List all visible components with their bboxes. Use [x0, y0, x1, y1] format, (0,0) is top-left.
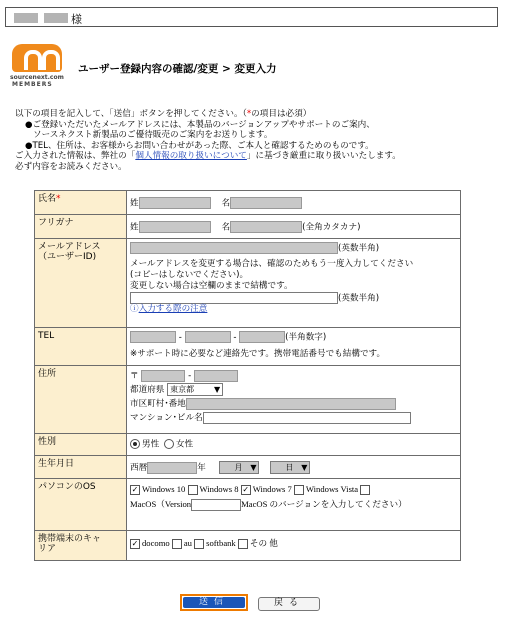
birth-day-select[interactable]: 日 ▼	[270, 461, 310, 474]
city-input[interactable]	[186, 398, 396, 410]
last-name-kana-input[interactable]	[139, 221, 211, 233]
name-redacted-1	[14, 13, 38, 23]
carrier-checkbox-softbank[interactable]	[194, 539, 204, 549]
mei-label: 名	[221, 222, 231, 233]
tel-input-3[interactable]	[239, 331, 285, 343]
name-redacted-2	[44, 13, 68, 23]
last-name-input[interactable]	[139, 197, 211, 209]
required-mark: *	[246, 109, 252, 119]
tel-input-2[interactable]	[185, 331, 231, 343]
email-note: メールアドレスを変更する場合は、確認のためもう一度入力してください	[130, 258, 414, 269]
email-hint: (英数半角)	[338, 293, 380, 303]
pref-label: 都道府県	[130, 385, 165, 395]
birth-month-select[interactable]: 月 ▼	[219, 461, 259, 474]
tel-dash: -	[178, 332, 182, 343]
first-name-input[interactable]	[230, 197, 302, 209]
intro-line: 必ず内容をお読みください。	[15, 161, 127, 172]
intro-line: ソースネクスト新製品のご優待販売のご案内をお送りします。	[33, 130, 273, 141]
carrier-label: au	[183, 538, 192, 548]
label-gender: 性別	[35, 434, 127, 456]
email-input[interactable]	[130, 242, 338, 254]
mac-version-input[interactable]	[191, 499, 241, 511]
row-address	[35, 366, 461, 434]
os-checkbox-mac[interactable]	[360, 485, 370, 495]
label-furigana: フリガナ	[35, 215, 127, 239]
sei-label: 姓	[130, 198, 139, 209]
chevron-down-icon: ▼	[301, 463, 308, 472]
os-label: Windows 8	[199, 484, 239, 494]
row-birthdate	[35, 456, 461, 479]
first-name-kana-input[interactable]	[230, 221, 302, 233]
tel-hint: (半角数字)	[285, 332, 327, 343]
os-label: Windows Vista	[305, 484, 359, 494]
era-label: 西暦	[130, 463, 148, 473]
mac-label: MacOS（Version	[130, 499, 192, 509]
label-name: 氏名*	[35, 191, 127, 215]
carrier-label: docomo	[142, 538, 170, 548]
members-logo	[6, 44, 70, 90]
female-label: 女性	[175, 439, 194, 450]
intro-line: ●TEL、住所は、お客様からお問い合わせがあった際、ご本人と確認するためのものです。	[25, 140, 374, 151]
label-carrier: 携帯端末のキャ リア	[35, 531, 127, 561]
intro-line: ●ご登録いただいたメールアドレスには、本製品のバージョンアップやサポートのご案内、	[25, 119, 375, 130]
carrier-checkbox-other[interactable]	[238, 539, 248, 549]
os-checkbox-win10[interactable]: ✓	[131, 485, 139, 495]
intro-line: ご入力された情報は、弊社の「	[15, 151, 136, 162]
customer-name-bar	[5, 7, 498, 27]
row-email	[35, 239, 461, 328]
mac-hint: MacOS のバージョンを入力してください）	[241, 499, 407, 509]
gender-female-radio[interactable]	[164, 439, 174, 449]
row-carrier	[35, 531, 461, 561]
zip-input-2[interactable]	[194, 370, 238, 382]
male-label: 男性	[142, 439, 160, 450]
row-name	[35, 191, 461, 215]
registration-form	[34, 190, 461, 561]
email-hint: (英数半角)	[338, 243, 380, 254]
back-button[interactable]: 戻る	[258, 597, 320, 611]
row-gender	[35, 434, 461, 456]
gender-male-radio[interactable]	[130, 439, 140, 449]
prefecture-select[interactable]: 東京都 ▼	[167, 383, 223, 396]
birth-year-input[interactable]	[147, 462, 197, 474]
label-pc-os: パソコンのOS	[35, 479, 127, 531]
intro-line: 」に基づき厳重に取り扱いいたします。	[246, 151, 401, 162]
building-input[interactable]	[203, 412, 411, 424]
tel-dash: -	[233, 332, 237, 343]
carrier-checkbox-docomo[interactable]: ✓	[131, 539, 139, 549]
os-checkbox-win8[interactable]	[188, 485, 198, 495]
intro-line: の項目は必須）	[251, 109, 312, 119]
row-furigana	[35, 215, 461, 239]
honorific: 様	[71, 13, 82, 26]
tel-note: ※サポート時に必要など連絡先です。携帯電話番号でも結構です。	[130, 348, 386, 359]
input-notes-link[interactable]: 入力する際の注意	[138, 304, 208, 314]
email-note: 変更しない場合は空欄のままで結構です。	[130, 280, 293, 291]
row-pc-os	[35, 479, 461, 531]
label-birthdate: 生年月日	[35, 456, 127, 479]
help-circle-icon: ⓘ	[130, 304, 139, 314]
send-button-label: 送信	[183, 597, 245, 608]
row-tel	[35, 328, 461, 366]
zip-mark: 〒	[130, 371, 139, 381]
carrier-label: その 他	[249, 538, 278, 548]
os-label: Windows 7	[252, 484, 292, 494]
label-tel: TEL	[35, 328, 127, 366]
os-checkbox-win7[interactable]: ✓	[242, 485, 250, 495]
city-label: 市区町村･番地	[130, 399, 186, 409]
email-confirm-input[interactable]	[130, 292, 338, 304]
zip-dash: -	[188, 371, 192, 381]
kana-hint: (全角カタカナ)	[302, 222, 361, 233]
carrier-label: softbank	[206, 538, 236, 548]
year-label: 年	[197, 463, 206, 473]
zip-input-1[interactable]	[141, 370, 185, 382]
label-address: 住所	[35, 366, 127, 434]
privacy-policy-link[interactable]: 個人情報の取り扱いについて	[135, 151, 247, 162]
logo-mark-icon	[12, 44, 62, 72]
tel-input-1[interactable]	[130, 331, 176, 343]
intro-text	[15, 109, 500, 173]
chevron-down-icon: ▼	[250, 463, 257, 472]
intro-line: 以下の項目を記入して、「送信」ボタンを押してください。（	[15, 109, 247, 119]
os-checkbox-vista[interactable]	[294, 485, 304, 495]
logo-text: sourcenext.com	[10, 74, 64, 81]
label-email: メールアドレス （ユーザーID)	[35, 239, 127, 328]
chevron-down-icon: ▼	[213, 385, 221, 394]
page-title: ユーザー登録内容の確認/変更 > 変更入力	[78, 63, 277, 75]
carrier-checkbox-au[interactable]	[172, 539, 182, 549]
email-note: (コピーはしないでください)。	[130, 269, 249, 280]
send-button[interactable]	[180, 594, 248, 611]
building-label: マンション･ビル名	[130, 413, 203, 423]
sei-label: 姓	[130, 222, 139, 233]
mei-label: 名	[221, 198, 231, 209]
logo-members-text: MEMBERS	[12, 81, 53, 88]
os-label: Windows 10	[142, 484, 186, 494]
